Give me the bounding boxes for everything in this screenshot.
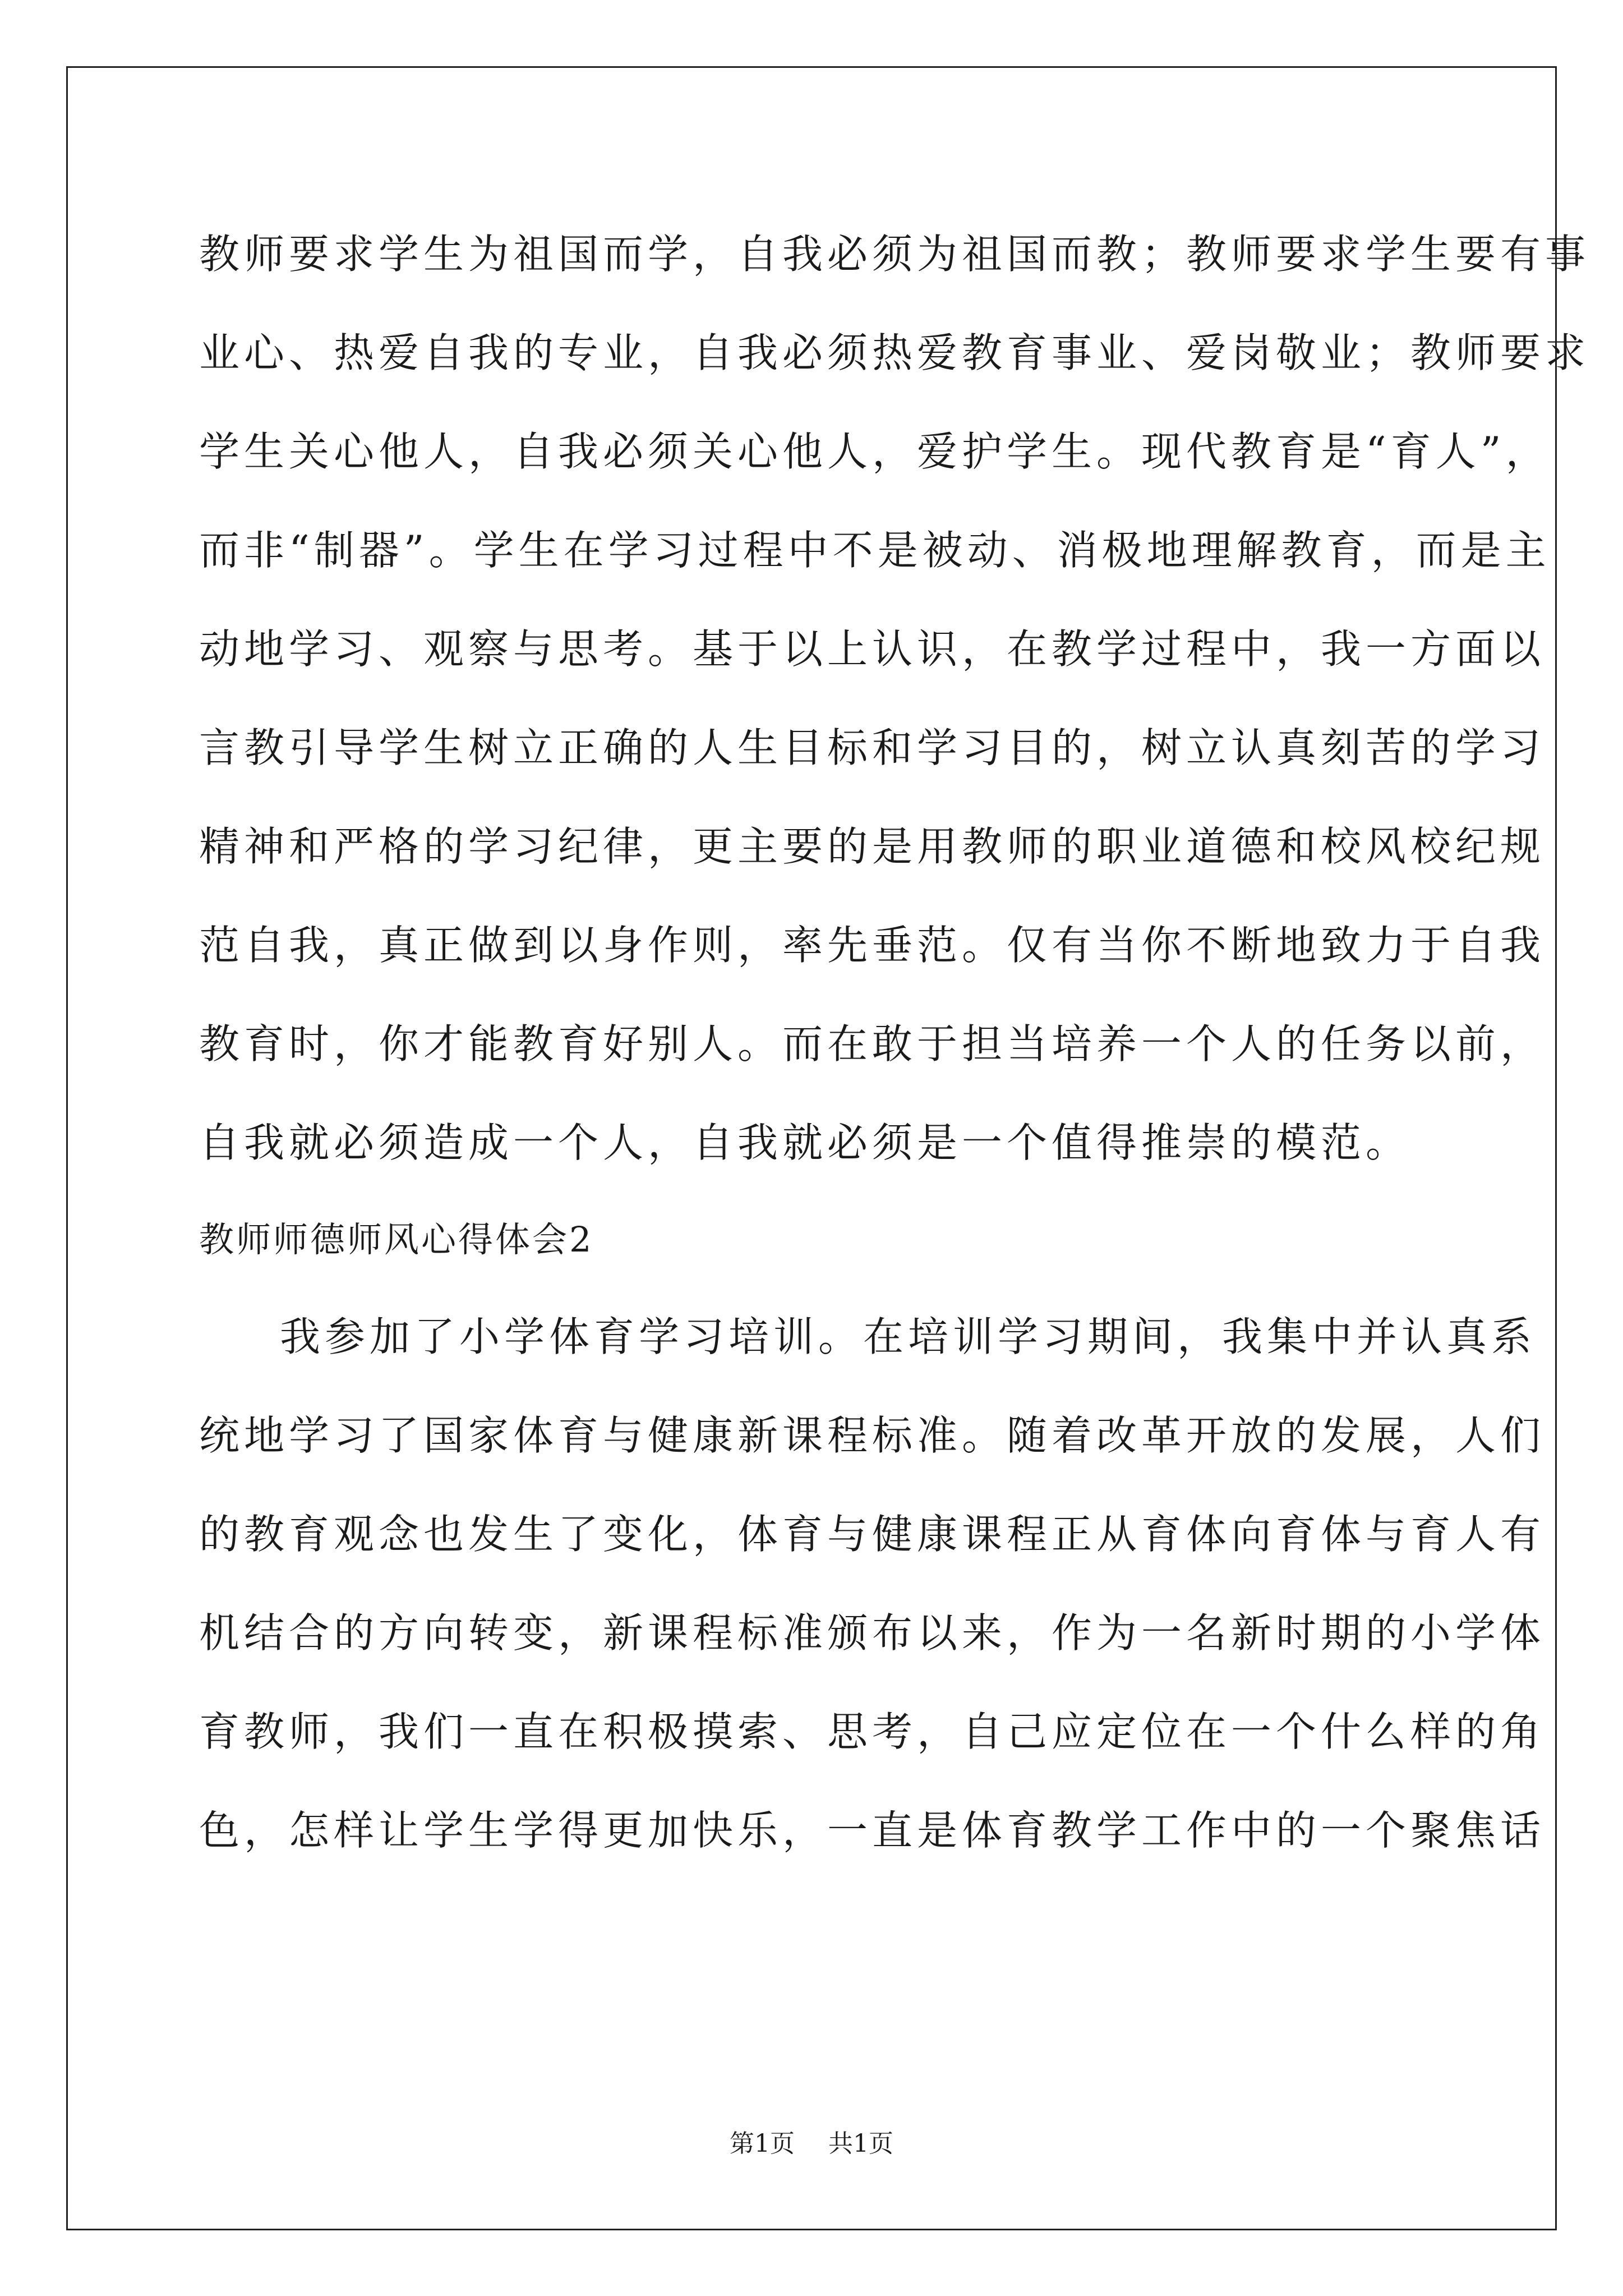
document-body [199, 205, 1590, 1880]
text-line: 学生关心他人，自我必须关心他人，爱护学生。现代教育是“育人”， [199, 428, 1551, 475]
text-line: 而非“制器”。学生在学习过程中不是被动、消极地理解教育，而是主 [199, 527, 1551, 574]
text-line: 业心、热爱自我的专业，自我必须热爱教育事业、爱岗敬业；教师要求 [199, 329, 1590, 376]
paragraph-1 [199, 205, 1590, 1192]
section-heading: 教师师德师风心得体会2 [199, 1219, 594, 1260]
page-number: 第1页 [730, 2129, 795, 2158]
text-line: 机结合的方向转变，新课程标准颁布以来，作为一名新时期的小学体 [199, 1609, 1546, 1657]
text-line: 我参加了小学体育学习培训。在培训学习期间，我集中并认真系 [280, 1313, 1537, 1360]
text-line: 育教师，我们一直在积极摸索、思考，自己应定位在一个什么样的角 [199, 1708, 1546, 1755]
text-line: 自我就必须造成一个人，自我就必须是一个值得推崇的模范。 [199, 1119, 1411, 1166]
paragraph-2 [199, 1287, 1546, 1880]
text-line: 教师要求学生为祖国而学，自我必须为祖国而教；教师要求学生要有事 [199, 231, 1590, 278]
text-line: 教育时，你才能教育好别人。而在敢于担当培养一个人的任务以前， [199, 1020, 1546, 1068]
text-line: 言教引导学生树立正确的人生目标和学习目的，树立认真刻苦的学习 [199, 724, 1546, 771]
page-footer [0, 2127, 1623, 2161]
text-line: 精神和严格的学习纪律，更主要的是用教师的职业道德和校风校纪规 [199, 823, 1546, 870]
page-total: 共1页 [828, 2129, 893, 2158]
text-line: 统地学习了国家体育与健康新课程标准。随着改革开放的发展，人们 [199, 1412, 1546, 1459]
text-line: 动地学习、观察与思考。基于以上认识，在教学过程中，我一方面以 [199, 625, 1546, 673]
text-line: 色，怎样让学生学得更加快乐，一直是体育教学工作中的一个聚焦话 [199, 1807, 1546, 1854]
text-line: 范自我，真正做到以身作则，率先垂范。仅有当你不断地致力于自我 [199, 922, 1546, 969]
text-line: 的教育观念也发生了变化，体育与健康课程正从育体向育体与育人有 [199, 1511, 1546, 1558]
